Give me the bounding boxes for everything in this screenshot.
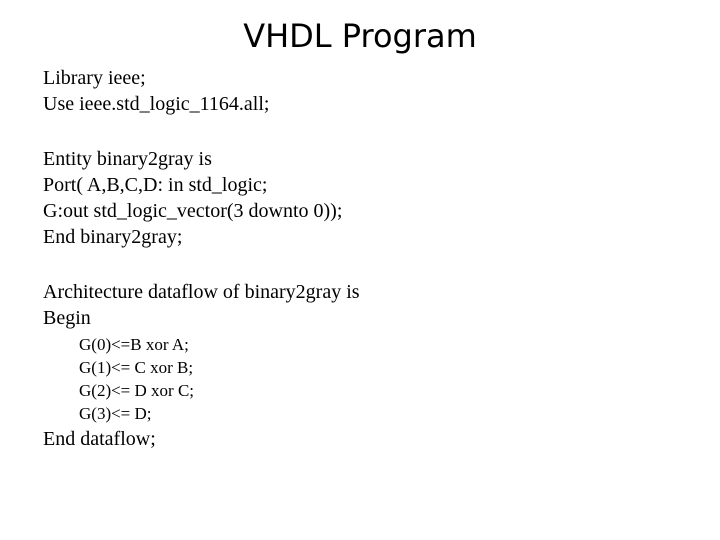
code-line-statement: G(2)<= D xor C; [79, 381, 195, 400]
code-line-port: Port( A,B,C,D: in std_logic; [43, 174, 268, 196]
code-line-begin: Begin [43, 307, 91, 329]
code-line-library: Library ieee; [43, 67, 146, 89]
code-line-end-architecture: End dataflow; [43, 428, 156, 450]
code-line-architecture: Architecture dataflow of binary2gray is [43, 281, 360, 303]
code-line-port-output: G:out std_logic_vector(3 downto 0)); [43, 200, 343, 222]
slide-title: VHDL Program [243, 17, 477, 55]
code-line-end-entity: End binary2gray; [43, 226, 183, 248]
code-line-statement: G(3)<= D; [79, 404, 152, 423]
code-line-use: Use ieee.std_logic_1164.all; [43, 93, 270, 115]
code-line-entity: Entity binary2gray is [43, 148, 212, 170]
code-line-statement: G(0)<=B xor A; [79, 335, 189, 354]
code-line-statement: G(1)<= C xor B; [79, 358, 194, 377]
